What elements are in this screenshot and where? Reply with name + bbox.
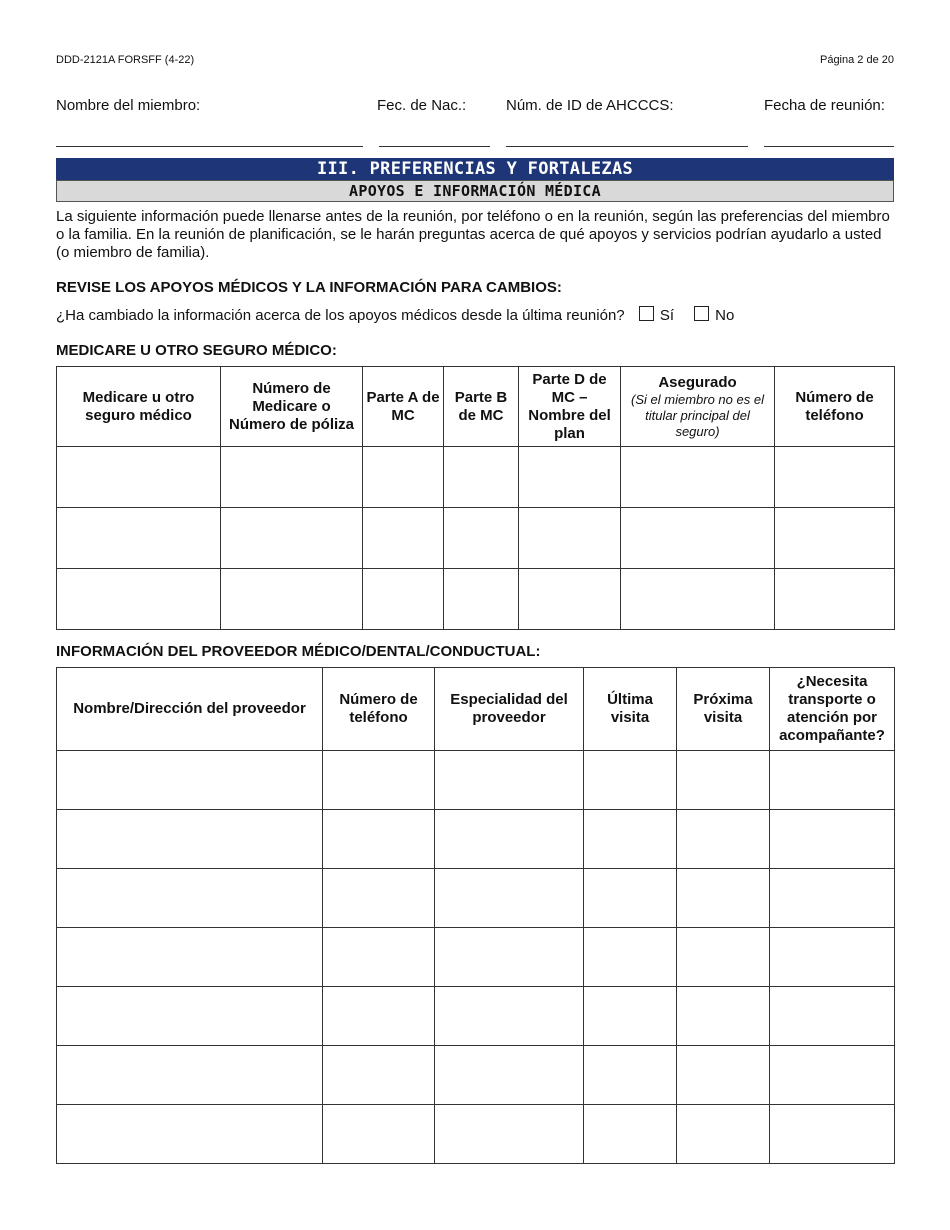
providers-table-cell[interactable] xyxy=(435,928,584,987)
medicare-table-cell[interactable] xyxy=(57,508,221,569)
providers-table-cell[interactable] xyxy=(435,987,584,1046)
yes-checkbox[interactable] xyxy=(639,306,654,321)
providers-table-cell[interactable] xyxy=(323,1105,435,1164)
providers-table-cell[interactable] xyxy=(677,869,770,928)
providers-table-cell[interactable] xyxy=(323,751,435,810)
providers-table-cell[interactable] xyxy=(677,810,770,869)
col-policy-number: Número de Medicare o Número de póliza xyxy=(221,367,363,447)
providers-table-cell[interactable] xyxy=(584,869,677,928)
medicare-table-row xyxy=(57,569,895,630)
providers-table-cell[interactable] xyxy=(323,810,435,869)
providers-table-cell[interactable] xyxy=(323,987,435,1046)
providers-table-cell[interactable] xyxy=(677,1105,770,1164)
providers-table-cell[interactable] xyxy=(435,1046,584,1105)
col-phone: Número de teléfono xyxy=(775,367,895,447)
providers-table-cell[interactable] xyxy=(770,987,895,1046)
providers-table-cell[interactable] xyxy=(584,928,677,987)
providers-table-row xyxy=(57,1105,895,1164)
medicare-table-cell[interactable] xyxy=(775,447,895,508)
providers-table-row xyxy=(57,869,895,928)
member-name-label: Nombre del miembro: xyxy=(56,97,201,114)
providers-table-cell[interactable] xyxy=(323,869,435,928)
section-title: III. PREFERENCIAS Y FORTALEZAS xyxy=(56,158,894,180)
providers-table-row xyxy=(57,810,895,869)
providers-table-cell[interactable] xyxy=(770,751,895,810)
medicare-heading: MEDICARE U OTRO SEGURO MÉDICO: xyxy=(56,342,337,359)
col-provider-phone: Número de teléfono xyxy=(323,668,435,751)
providers-table-cell[interactable] xyxy=(435,1105,584,1164)
medicare-table-cell[interactable] xyxy=(444,447,519,508)
medicare-table-row xyxy=(57,508,895,569)
providers-table-cell[interactable] xyxy=(57,987,323,1046)
medicare-table-cell[interactable] xyxy=(519,447,621,508)
medicare-table-cell[interactable] xyxy=(519,508,621,569)
providers-heading: INFORMACIÓN DEL PROVEEDOR MÉDICO/DENTAL/CONDUCTUAL: xyxy=(56,643,541,660)
no-label: No xyxy=(715,307,735,324)
providers-table-cell[interactable] xyxy=(677,987,770,1046)
intro-paragraph: La siguiente información puede llenarse antes de la reunión, por teléfono o en la reunión, según las preferencias del miembro o la familia. En la reunión de planificación, se le harán preguntas acerca de qué apoyos y servicios podrían ayudarlo a usted (o miembro de familia). xyxy=(56,208,890,261)
col-part-b: Parte B de MC xyxy=(444,367,519,447)
col-transport-needed: ¿Necesita transporte o atención por acompañante? xyxy=(770,668,895,751)
medicare-header-row xyxy=(57,367,895,447)
providers-table-cell[interactable] xyxy=(435,869,584,928)
providers-table-cell[interactable] xyxy=(323,928,435,987)
medicare-table-cell[interactable] xyxy=(221,569,363,630)
providers-table-cell[interactable] xyxy=(57,1046,323,1105)
medicare-table-cell[interactable] xyxy=(363,447,444,508)
medicare-table-cell[interactable] xyxy=(221,508,363,569)
col-last-visit: Última visita xyxy=(584,668,677,751)
providers-table-cell[interactable] xyxy=(323,1046,435,1105)
providers-table-cell[interactable] xyxy=(57,1105,323,1164)
review-question-row xyxy=(56,306,734,324)
section-subtitle: APOYOS E INFORMACIÓN MÉDICA xyxy=(56,180,894,202)
providers-table-row xyxy=(57,987,895,1046)
providers-table-cell[interactable] xyxy=(677,751,770,810)
meeting-date-label: Fecha de reunión: xyxy=(764,97,885,114)
providers-table-cell[interactable] xyxy=(770,869,895,928)
medicare-table-row xyxy=(57,447,895,508)
col-insured xyxy=(621,367,775,447)
providers-table-cell[interactable] xyxy=(435,810,584,869)
providers-header-row xyxy=(57,668,895,751)
medicare-table-cell[interactable] xyxy=(621,447,775,508)
providers-table xyxy=(56,667,895,1164)
medicare-table-cell[interactable] xyxy=(775,508,895,569)
col-provider-name-address: Nombre/Dirección del proveedor xyxy=(57,668,323,751)
col-next-visit: Próxima visita xyxy=(677,668,770,751)
dob-label: Fec. de Nac.: xyxy=(377,97,467,114)
medicare-table-cell[interactable] xyxy=(621,569,775,630)
providers-table-cell[interactable] xyxy=(584,1105,677,1164)
col-insured-title: Asegurado xyxy=(658,373,737,391)
ahcccs-id-label: Núm. de ID de AHCCCS: xyxy=(506,97,674,114)
dob-field[interactable] xyxy=(379,146,490,147)
providers-table-cell[interactable] xyxy=(584,987,677,1046)
member-name-field[interactable] xyxy=(56,146,363,147)
medicare-table-cell[interactable] xyxy=(57,569,221,630)
yes-label: Sí xyxy=(659,307,674,324)
meeting-date-field[interactable] xyxy=(764,146,894,147)
providers-table-cell[interactable] xyxy=(57,810,323,869)
medicare-table-cell[interactable] xyxy=(444,508,519,569)
medicare-table-cell[interactable] xyxy=(57,447,221,508)
providers-table-cell[interactable] xyxy=(584,1046,677,1105)
providers-table-row xyxy=(57,928,895,987)
ahcccs-id-field[interactable] xyxy=(506,146,748,147)
col-medicare-insurance: Medicare u otro seguro médico xyxy=(57,367,221,447)
form-id: DDD-2121A FORSFF (4-22) xyxy=(56,54,195,66)
providers-table-cell[interactable] xyxy=(57,751,323,810)
providers-table-cell[interactable] xyxy=(677,928,770,987)
providers-table-cell[interactable] xyxy=(677,1046,770,1105)
col-part-d-plan: Parte D de MC – Nombre del plan xyxy=(519,367,621,447)
providers-table-cell[interactable] xyxy=(435,751,584,810)
medicare-table xyxy=(56,366,895,630)
medicare-table-cell[interactable] xyxy=(363,508,444,569)
providers-table-cell[interactable] xyxy=(584,751,677,810)
providers-table-cell[interactable] xyxy=(584,810,677,869)
col-part-a: Parte A de MC xyxy=(363,367,444,447)
providers-table-row xyxy=(57,751,895,810)
review-question: ¿Ha cambiado la información acerca de los apoyos médicos desde la última reunión? xyxy=(56,307,625,324)
no-checkbox[interactable] xyxy=(694,306,709,321)
col-insured-note: (Si el miembro no es el titular principal del seguro) xyxy=(631,391,764,439)
medicare-table-cell[interactable] xyxy=(775,569,895,630)
medicare-table-cell[interactable] xyxy=(621,508,775,569)
providers-table-cell[interactable] xyxy=(57,869,323,928)
review-heading: REVISE LOS APOYOS MÉDICOS Y LA INFORMACIÓN PARA CAMBIOS: xyxy=(56,279,562,296)
col-provider-specialty: Especialidad del proveedor xyxy=(435,668,584,751)
providers-table-row xyxy=(57,1046,895,1105)
page-number: Página 2 de 20 xyxy=(819,54,894,66)
providers-table-cell[interactable] xyxy=(770,928,895,987)
providers-table-cell[interactable] xyxy=(57,928,323,987)
medicare-table-cell[interactable] xyxy=(221,447,363,508)
providers-table-cell[interactable] xyxy=(770,1046,895,1105)
medicare-table-cell[interactable] xyxy=(363,569,444,630)
providers-table-cell[interactable] xyxy=(770,1105,895,1164)
providers-table-cell[interactable] xyxy=(770,810,895,869)
medicare-table-cell[interactable] xyxy=(519,569,621,630)
medicare-table-cell[interactable] xyxy=(444,569,519,630)
